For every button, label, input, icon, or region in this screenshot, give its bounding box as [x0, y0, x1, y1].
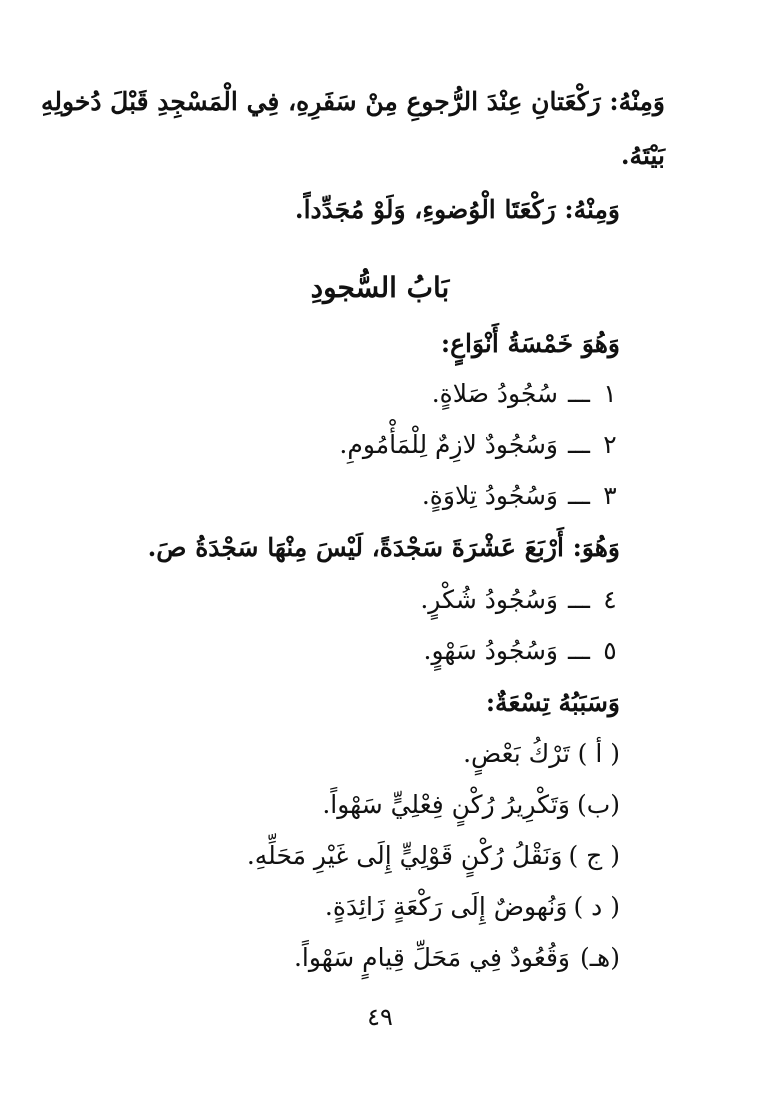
cause-item — [294, 940, 620, 976]
cause-text: وَنَقْلُ رُكْنٍ قَوْلِيٍّ إِلَى غَيْرِ مَحَلِّهِ. — [246, 841, 563, 870]
list-item — [424, 633, 620, 669]
cause-label: ( د ) — [573, 892, 620, 921]
item-dash: ـــ — [568, 636, 590, 665]
item-number: ٥ — [603, 636, 617, 665]
item-number: ١ — [603, 379, 617, 408]
item-text: سُجُودُ صَلاةٍ. — [431, 379, 559, 408]
cause-item — [247, 838, 620, 874]
cause-item — [463, 736, 620, 772]
item-dash: ـــ — [568, 481, 590, 510]
tilawa-note: وَهُوَ: أَرْبَعَ عَشْرَةَ سَجْدَةً، لَيْسَ مِنْهَا سَجْدَةُ صَ. — [147, 533, 620, 562]
causes-intro: وَسَبَبُهُ تِسْعَةٌ: — [485, 688, 620, 717]
cause-label: (هـ) — [579, 943, 620, 972]
list-item — [432, 376, 620, 412]
cause-label: ( أ ) — [577, 739, 620, 768]
cause-item — [325, 889, 620, 925]
cause-label: (ب) — [576, 790, 620, 819]
section-title: بَابُ السُّجودِ — [310, 271, 450, 304]
item-dash: ـــ — [568, 585, 590, 614]
item-number: ٤ — [603, 585, 617, 614]
paragraph-line: وَمِنْهُ: رَكْعَتانِ عِنْدَ الرُّجوعِ مِنْ سَفَرِهِ، فِي الْمَسْجِدِ قَبْلَ دُخولِهِ — [40, 87, 665, 116]
cause-text: وَتَكْرِيرُ رُكْنٍ فِعْلِيٍّ سَهْواً. — [322, 790, 570, 819]
item-number: ٢ — [603, 430, 617, 459]
item-dash: ـــ — [568, 379, 590, 408]
list-item — [339, 427, 620, 463]
item-text: وَسُجُودُ سَهْوٍ. — [423, 636, 559, 665]
page-number: ٤٩ — [367, 1003, 393, 1031]
cause-text: وَنُهوضٌ إِلَى رَكْعَةٍ زَائِدَةٍ. — [324, 892, 568, 921]
item-text: وَسُجُودُ شُكْرٍ. — [420, 585, 559, 614]
cause-item — [322, 787, 620, 823]
item-dash: ـــ — [568, 430, 590, 459]
paragraph-line: بَيْتَهُ. — [620, 141, 665, 170]
item-number: ٣ — [603, 481, 617, 510]
list-item — [420, 582, 620, 618]
item-text: وَسُجُودُ تِلاوَةٍ. — [421, 481, 559, 510]
cause-text: وَقُعُودٌ فِي مَحَلِّ قِيامٍ سَهْواً. — [293, 943, 570, 972]
section-intro: وَهُوَ خَمْسَةُ أَنْوَاعٍ: — [440, 329, 620, 358]
paragraph: وَمِنْهُ: رَكْعَتَا الْوُضوءِ، وَلَوْ مُجَدِّداً. — [294, 195, 620, 224]
cause-text: تَرْكُ بَعْضٍ. — [463, 739, 570, 768]
list-item — [422, 478, 620, 514]
item-text: وَسُجُودٌ لازِمٌ لِلْمَأْمُومِ. — [339, 430, 559, 459]
cause-label: ( ج ) — [568, 841, 620, 870]
